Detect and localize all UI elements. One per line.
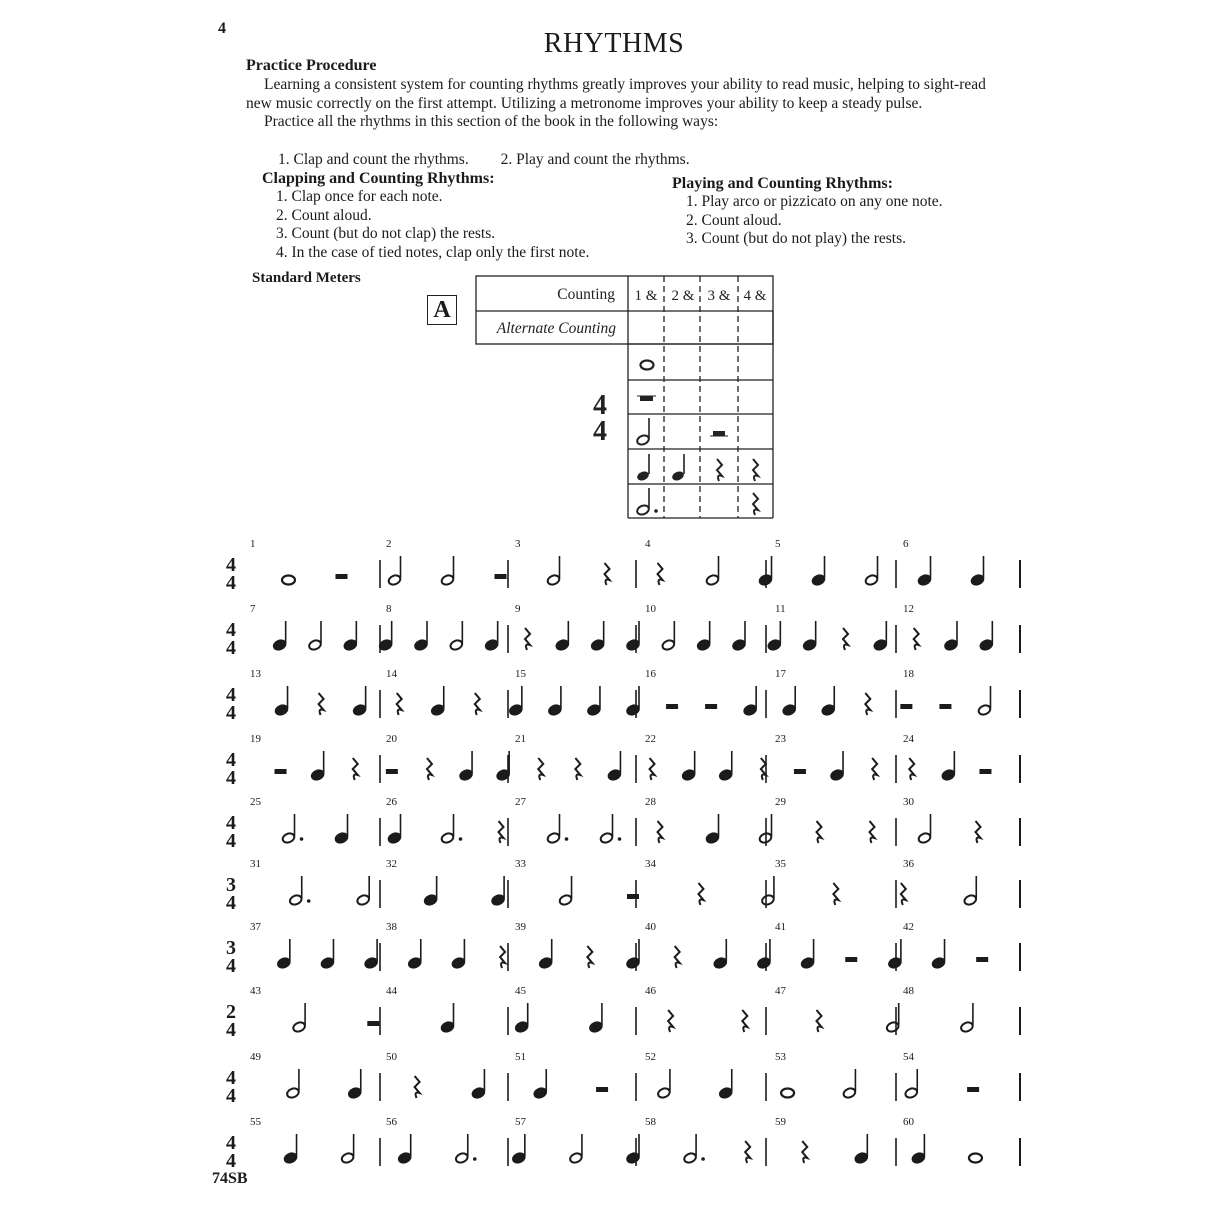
note-icon xyxy=(590,621,604,651)
note-icon xyxy=(969,1154,982,1163)
note-icon xyxy=(277,939,291,969)
quarter-rest-icon xyxy=(650,758,655,780)
note-icon xyxy=(274,686,288,716)
note-icon xyxy=(310,751,324,781)
note-icon xyxy=(960,1003,974,1033)
quarter-rest-icon xyxy=(525,628,530,650)
measure-number: 19 xyxy=(250,733,261,745)
measure-number: 44 xyxy=(386,985,397,997)
quarter-rest-icon xyxy=(843,628,848,650)
practice-heading: Practice Procedure xyxy=(246,57,377,74)
note-icon xyxy=(767,621,781,651)
note-icon xyxy=(911,1134,925,1164)
measure-number: 56 xyxy=(386,1116,397,1128)
measure-number: 11 xyxy=(775,603,786,615)
note-icon xyxy=(589,1003,603,1033)
half-rest-icon xyxy=(495,574,507,579)
quarter-rest-icon xyxy=(742,1010,747,1032)
practice-paragraph-1: Learning a consistent system for counting rhythms greatly improves your ability to read music, helping to sight-read new music correctly on the first attempt. Utilizing a metronome improves your ability to keep a steady pulse. xyxy=(246,76,986,112)
quarter-rest-icon xyxy=(475,693,480,715)
way-clap: 1. Clap and count the rhythms. xyxy=(278,151,469,168)
section-letter: A xyxy=(433,297,451,323)
quarter-rest-icon xyxy=(833,883,838,905)
note-icon xyxy=(587,686,601,716)
measure-number: 16 xyxy=(645,668,656,680)
measure-number: 40 xyxy=(645,921,656,933)
time-signature-top: 4 xyxy=(226,1067,236,1089)
note-icon xyxy=(515,1003,529,1033)
note-icon xyxy=(364,939,378,969)
quarter-rest-icon xyxy=(353,758,358,780)
note-icon xyxy=(352,686,366,716)
clapping-step: 3. Count (but do not clap) the rests. xyxy=(276,225,496,243)
rhythm-staff xyxy=(226,1051,1020,1107)
quarter-rest-icon xyxy=(538,758,543,780)
quarter-rest-icon xyxy=(976,821,981,843)
quarter-rest-icon xyxy=(817,821,822,843)
note-icon xyxy=(761,876,775,906)
quarter-rest-icon xyxy=(427,758,432,780)
quarter-rest-icon xyxy=(605,563,610,585)
note-icon xyxy=(356,876,370,906)
measure-number: 29 xyxy=(775,796,786,808)
measure-number: 22 xyxy=(645,733,656,745)
note-icon xyxy=(781,1089,794,1098)
note-icon xyxy=(414,621,428,651)
quarter-rest-icon xyxy=(500,946,505,968)
note-icon xyxy=(440,814,462,844)
measure-number: 7 xyxy=(250,603,256,615)
quarter-rest-icon xyxy=(872,758,877,780)
clapping-step: 2. Count aloud. xyxy=(276,206,372,224)
quarter-rest-icon xyxy=(761,758,766,780)
measure-number: 13 xyxy=(250,668,261,680)
measure-number: 46 xyxy=(645,985,656,997)
measure-number: 57 xyxy=(515,1116,526,1128)
note-icon xyxy=(546,556,560,586)
measure-number: 47 xyxy=(775,985,786,997)
measure-number: 34 xyxy=(645,858,656,870)
note-icon xyxy=(917,814,931,844)
rhythm-staff xyxy=(226,538,1020,594)
time-signature-top: 4 xyxy=(226,684,236,706)
quarter-rest-icon xyxy=(415,1076,420,1098)
note-icon xyxy=(705,556,719,586)
quarter-rest-icon xyxy=(901,883,906,905)
measure-number: 9 xyxy=(515,603,521,615)
note-icon xyxy=(387,814,401,844)
note-icon xyxy=(683,1134,705,1164)
quarter-rest-icon xyxy=(914,628,919,650)
beat-4: 4 & xyxy=(743,288,767,304)
note-icon xyxy=(626,939,640,969)
half-rest-icon xyxy=(275,769,287,774)
note-icon xyxy=(719,1069,733,1099)
time-signature-bottom: 4 xyxy=(226,955,236,977)
time-signature-top: 3 xyxy=(226,874,236,896)
alternate-counting-label: Alternate Counting xyxy=(496,320,616,337)
note-icon xyxy=(696,621,710,651)
measure-number: 59 xyxy=(775,1116,786,1128)
note-icon xyxy=(821,686,835,716)
measure-number: 25 xyxy=(250,796,261,808)
note-icon xyxy=(626,686,640,716)
note-icon xyxy=(334,814,348,844)
note-icon xyxy=(719,751,733,781)
half-rest-icon xyxy=(386,769,398,774)
measure-number: 35 xyxy=(775,858,786,870)
practice-paragraph-2: Practice all the rhythms in this section of the book in the following ways: xyxy=(264,113,719,131)
note-icon xyxy=(941,751,955,781)
half-rest-icon xyxy=(627,894,639,899)
note-icon xyxy=(471,1069,485,1099)
time-signature-top: 4 xyxy=(226,812,236,834)
note-icon xyxy=(282,576,295,585)
note-icon xyxy=(348,1069,362,1099)
quarter-rest-icon xyxy=(698,883,703,905)
note-icon xyxy=(757,939,771,969)
half-rest-icon xyxy=(596,1087,608,1092)
measure-number: 60 xyxy=(903,1116,914,1128)
measure-number: 30 xyxy=(903,796,914,808)
quarter-rest-icon xyxy=(319,693,324,715)
half-rest-icon xyxy=(705,704,717,709)
measure-number: 23 xyxy=(775,733,786,745)
measure-number: 32 xyxy=(386,858,397,870)
note-icon xyxy=(705,814,719,844)
measure-number: 33 xyxy=(515,858,526,870)
measure-number: 43 xyxy=(250,985,261,997)
note-icon xyxy=(548,686,562,716)
playing-step: 2. Count aloud. xyxy=(686,211,782,229)
half-rest-icon xyxy=(336,574,348,579)
measure-number: 42 xyxy=(903,921,914,933)
note-icon xyxy=(713,939,727,969)
measure-number: 41 xyxy=(775,921,786,933)
measure-number: 18 xyxy=(903,668,914,680)
table-time-bottom: 4 xyxy=(593,416,607,447)
note-icon xyxy=(830,751,844,781)
measure-number: 17 xyxy=(775,668,786,680)
note-icon xyxy=(944,621,958,651)
measure-number: 36 xyxy=(903,858,914,870)
quarter-rest-icon xyxy=(802,1141,807,1163)
note-icon xyxy=(539,939,553,969)
rhythm-staff xyxy=(226,1116,1020,1172)
half-rest-icon xyxy=(666,704,678,709)
playing-step: 1. Play arco or pizzicato on any one note. xyxy=(686,193,943,210)
note-icon xyxy=(308,621,322,651)
note-icon xyxy=(888,939,902,969)
note-icon xyxy=(782,686,796,716)
time-signature-bottom: 4 xyxy=(226,702,236,724)
quarter-rest-icon xyxy=(909,758,914,780)
note-icon xyxy=(963,876,977,906)
note-icon xyxy=(599,814,621,844)
note-icon xyxy=(440,1003,454,1033)
rhythm-staff xyxy=(226,796,1020,852)
page-title: RHYTHMS xyxy=(543,28,685,59)
time-signature-bottom: 4 xyxy=(226,1085,236,1107)
playing-heading: Playing and Counting Rhythms: xyxy=(672,175,893,192)
measure-number: 15 xyxy=(515,668,526,680)
note-icon xyxy=(886,1003,900,1033)
note-icon xyxy=(455,1134,477,1164)
note-icon xyxy=(533,1069,547,1099)
note-icon xyxy=(431,686,445,716)
time-signature-top: 2 xyxy=(226,1001,236,1023)
half-rest-icon xyxy=(979,769,991,774)
note-icon xyxy=(320,939,334,969)
note-icon xyxy=(398,1134,412,1164)
half-rest-icon xyxy=(967,1087,979,1092)
note-icon xyxy=(970,556,984,586)
note-icon xyxy=(423,876,437,906)
note-icon xyxy=(451,939,465,969)
measure-number: 4 xyxy=(645,538,651,550)
note-icon xyxy=(917,556,931,586)
rhythm-staff xyxy=(226,668,1020,724)
note-icon xyxy=(811,556,825,586)
clapping-heading: Clapping and Counting Rhythms: xyxy=(262,170,495,187)
measure-number: 10 xyxy=(645,603,656,615)
note-icon xyxy=(408,939,422,969)
measure-number: 12 xyxy=(903,603,914,615)
time-signature-bottom: 4 xyxy=(226,1150,236,1172)
measure-number: 49 xyxy=(250,1051,261,1063)
rhythm-staff xyxy=(226,921,1020,977)
way-play: 2. Play and count the rhythms. xyxy=(500,151,690,168)
note-icon xyxy=(626,621,640,651)
measure-number: 5 xyxy=(775,538,781,550)
measure-number: 53 xyxy=(775,1051,786,1063)
quarter-rest-icon xyxy=(865,693,870,715)
half-rest-icon xyxy=(845,957,857,962)
note-icon xyxy=(289,876,311,906)
note-icon xyxy=(977,686,991,716)
table-time-top: 4 xyxy=(593,390,607,421)
quarter-rest-icon xyxy=(745,1141,750,1163)
note-icon xyxy=(732,621,746,651)
measure-number: 1 xyxy=(250,538,256,550)
note-icon xyxy=(569,1134,583,1164)
measure-number: 45 xyxy=(515,985,526,997)
time-signature-top: 4 xyxy=(226,619,236,641)
note-icon xyxy=(546,814,568,844)
beat-3: 3 & xyxy=(707,288,731,304)
note-icon xyxy=(904,1069,918,1099)
counting-label: Counting xyxy=(557,286,615,303)
rhythm-staff xyxy=(226,733,1020,789)
half-rest-icon xyxy=(976,957,988,962)
note-icon xyxy=(555,621,569,651)
note-icon xyxy=(558,876,572,906)
measure-number: 52 xyxy=(645,1051,656,1063)
measure-number: 37 xyxy=(250,921,261,933)
half-rest-icon xyxy=(900,704,912,709)
note-icon xyxy=(626,1134,640,1164)
time-signature-top: 3 xyxy=(226,937,236,959)
quarter-rest-icon xyxy=(397,693,402,715)
time-signature-bottom: 4 xyxy=(226,830,236,852)
note-icon xyxy=(607,751,621,781)
quarter-rest-icon xyxy=(658,821,663,843)
rhythm-staff xyxy=(226,985,1020,1041)
time-signature-top: 4 xyxy=(226,554,236,576)
note-icon xyxy=(854,1134,868,1164)
clapping-step: 4. In the case of tied notes, clap only the first note. xyxy=(276,243,590,261)
note-icon xyxy=(281,814,303,844)
note-icon xyxy=(657,1069,671,1099)
measure-number: 39 xyxy=(515,921,526,933)
note-icon xyxy=(743,686,757,716)
note-icon xyxy=(802,621,816,651)
time-signature-bottom: 4 xyxy=(226,637,236,659)
note-icon xyxy=(800,939,814,969)
half-rest-icon xyxy=(939,704,951,709)
note-icon xyxy=(283,1134,297,1164)
measure-number: 51 xyxy=(515,1051,526,1063)
note-icon xyxy=(292,1003,306,1033)
note-icon xyxy=(979,621,993,651)
note-icon xyxy=(449,621,463,651)
time-signature-top: 4 xyxy=(226,1132,236,1154)
note-icon xyxy=(272,621,286,651)
quarter-rest-icon xyxy=(575,758,580,780)
time-signature-bottom: 4 xyxy=(226,767,236,789)
note-icon xyxy=(681,751,695,781)
note-icon xyxy=(491,876,505,906)
measure-number: 38 xyxy=(386,921,397,933)
note-icon xyxy=(387,556,401,586)
half-rest-icon xyxy=(367,1021,379,1026)
note-icon xyxy=(343,621,357,651)
measure-number: 8 xyxy=(386,603,392,615)
measure-number: 14 xyxy=(386,668,397,680)
beat-2: 2 & xyxy=(671,288,695,304)
note-icon xyxy=(509,686,523,716)
note-icon xyxy=(873,621,887,651)
measure-number: 48 xyxy=(903,985,914,997)
quarter-rest-icon xyxy=(668,1010,673,1032)
note-icon xyxy=(484,621,498,651)
note-icon xyxy=(661,621,675,651)
measure-number: 50 xyxy=(386,1051,397,1063)
measure-number: 24 xyxy=(903,733,914,745)
measure-number: 21 xyxy=(515,733,526,745)
measure-number: 6 xyxy=(903,538,909,550)
note-icon xyxy=(512,1134,526,1164)
measure-number: 54 xyxy=(903,1051,914,1063)
note-icon xyxy=(440,556,454,586)
playing-step: 3. Count (but do not play) the rests. xyxy=(686,230,906,248)
note-icon xyxy=(459,751,473,781)
note-icon xyxy=(340,1134,354,1164)
measure-number: 55 xyxy=(250,1116,261,1128)
measure-number: 27 xyxy=(515,796,526,808)
quarter-rest-icon xyxy=(499,821,504,843)
clapping-step: 1. Clap once for each note. xyxy=(276,188,443,205)
measure-number: 26 xyxy=(386,796,397,808)
beat-1: 1 & xyxy=(634,288,658,304)
time-signature-bottom: 4 xyxy=(226,892,236,914)
measure-number: 31 xyxy=(250,858,261,870)
quarter-rest-icon xyxy=(870,821,875,843)
measure-number: 20 xyxy=(386,733,397,745)
quarter-rest-icon xyxy=(675,946,680,968)
measure-number: 28 xyxy=(645,796,656,808)
measure-number: 58 xyxy=(645,1116,656,1128)
time-signature-bottom: 4 xyxy=(226,572,236,594)
rhythm-staff xyxy=(226,603,1020,659)
note-icon xyxy=(842,1069,856,1099)
page-number: 4 xyxy=(218,20,226,37)
quarter-rest-icon xyxy=(658,563,663,585)
note-icon xyxy=(931,939,945,969)
rhythm-staff xyxy=(226,858,1020,914)
time-signature-top: 4 xyxy=(226,749,236,771)
time-signature-bottom: 4 xyxy=(226,1019,236,1041)
quarter-rest-icon xyxy=(817,1010,822,1032)
measure-number: 3 xyxy=(515,538,521,550)
half-rest-icon xyxy=(794,769,806,774)
quarter-rest-icon xyxy=(587,946,592,968)
section-heading: Standard Meters xyxy=(252,270,361,286)
measure-number: 2 xyxy=(386,538,392,550)
note-icon xyxy=(864,556,878,586)
note-icon xyxy=(286,1069,300,1099)
footer-code: 74SB xyxy=(212,1170,248,1187)
